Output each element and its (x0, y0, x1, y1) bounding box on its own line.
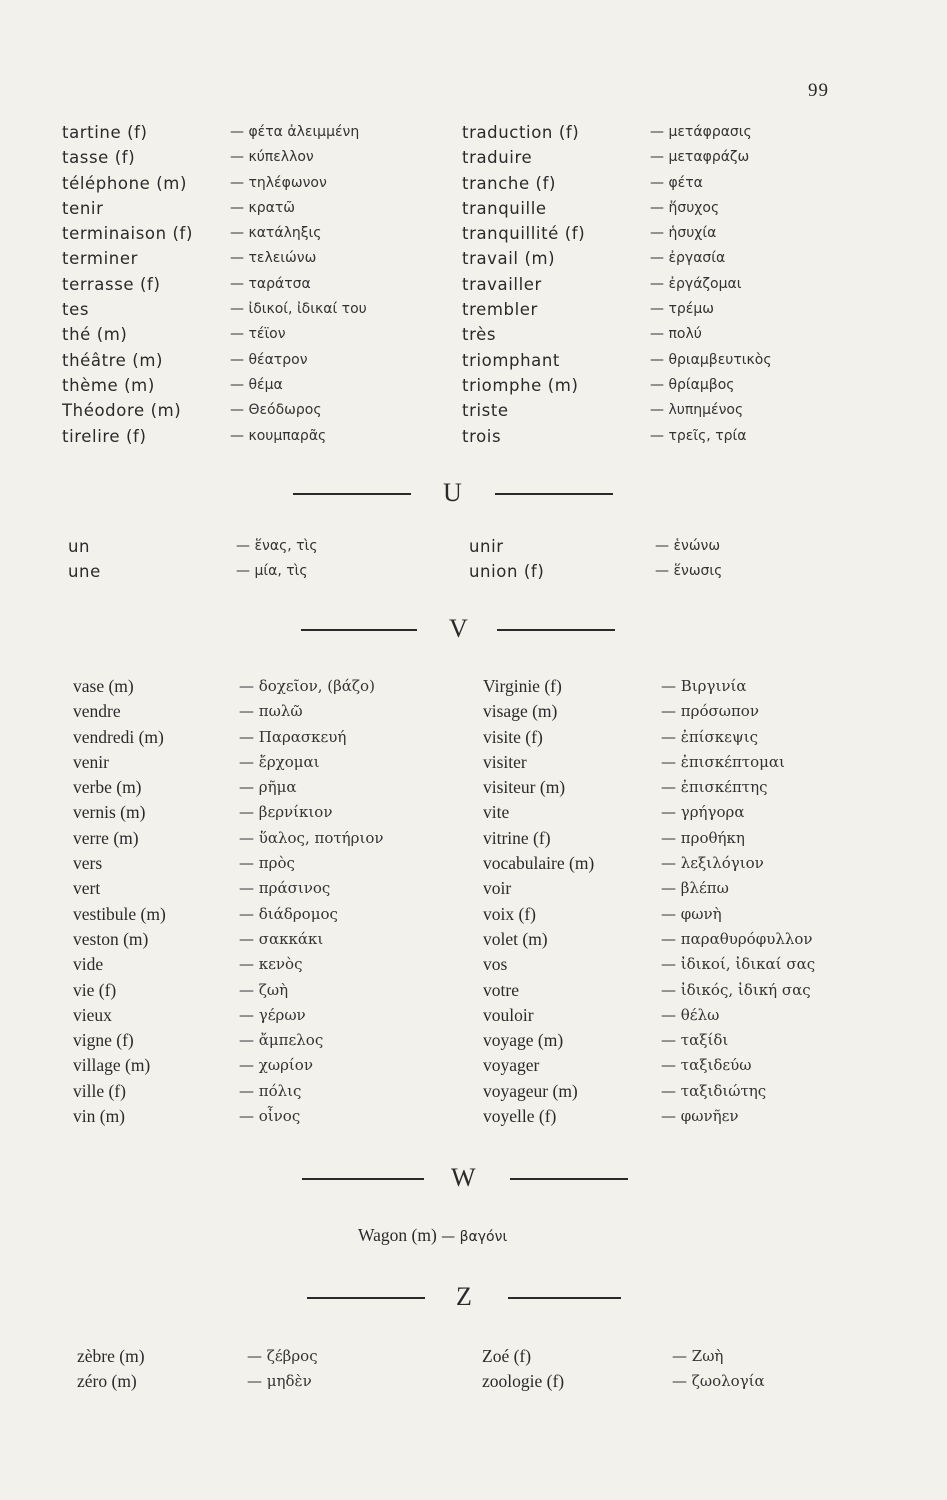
greek-translation: — τρέμω (650, 301, 714, 318)
letter-heading-z (0, 1282, 947, 1312)
heading-rule-right (497, 629, 615, 631)
greek-translation: — πράσινος (239, 879, 331, 898)
french-word: unir (469, 537, 504, 556)
greek-translation: — ἐπισκέπτομαι (661, 752, 785, 771)
greek-translation: — ταράτσα (230, 275, 311, 292)
french-word: trois (462, 426, 502, 446)
greek-translation: — θρίαμβος (650, 376, 735, 393)
french-word: voyage (m) (483, 1030, 564, 1051)
french-word: tranquille (462, 198, 547, 218)
greek-translation: — θέατρον (230, 351, 308, 368)
french-word: tenir (62, 198, 104, 218)
greek-translation: — κατάληξις (230, 225, 322, 242)
heading-rule-right (495, 493, 613, 495)
greek-translation: — ἐπίσκεψις (661, 727, 758, 746)
greek-translation: — παραθυρόφυλλον (661, 929, 813, 948)
greek-translation: — μία, τὶς (236, 563, 308, 580)
greek-translation: — ταξιδεύω (661, 1056, 752, 1075)
french-word: tes (62, 300, 90, 320)
greek-translation: — ἕνωσις (655, 563, 723, 580)
greek-translation: — θέμα (230, 376, 283, 393)
french-word: vie (f) (73, 979, 117, 1000)
greek-translation: — ταξιδιώτης (661, 1081, 767, 1100)
greek-translation: — λυπημένος (650, 402, 744, 419)
greek-translation: — πωλῶ (239, 702, 303, 721)
french-word: voix (f) (483, 903, 536, 924)
heading-rule-left (293, 493, 411, 495)
french-word: vitrine (f) (483, 827, 551, 848)
greek-translation: — ἡσυχία (650, 225, 717, 242)
greek-translation: — ἐπισκέπτης (661, 778, 768, 797)
greek-translation: — πολύ (650, 326, 702, 343)
french-word: vocabulaire (m) (483, 853, 595, 874)
french-word: veston (m) (73, 928, 149, 949)
greek-translation: — ἔρχομαι (239, 752, 320, 771)
greek-translation: — μηδὲν (247, 1372, 312, 1391)
greek-translation: — ταξίδι (661, 1031, 729, 1050)
greek-translation: — Βιργινία (661, 677, 747, 695)
greek-translation: — κρατῶ (230, 199, 295, 216)
greek-translation: — ἐργάζομαι (650, 275, 742, 292)
letter-heading-w (0, 1163, 947, 1193)
greek-translation: — φωνὴ (661, 904, 722, 923)
greek-translation: — βερνίκιον (239, 803, 333, 822)
french-word: voyageur (m) (483, 1080, 578, 1101)
greek-translation: — τρεῖς, τρία (650, 427, 747, 444)
french-word: triste (462, 401, 509, 421)
greek-translation: — ρῆμα (239, 778, 297, 797)
french-word: téléphone (m) (62, 173, 187, 193)
french-word: voyager (483, 1055, 540, 1076)
greek-translation: — τέϊον (230, 326, 286, 343)
greek-translation: — φέτα (650, 174, 703, 191)
greek-translation: — τελειώνω (230, 250, 317, 267)
french-word: tasse (f) (62, 148, 136, 168)
greek-translation: — δοχεῖον, (βάζο) (239, 677, 375, 695)
french-word: village (m) (73, 1055, 151, 1076)
greek-translation: — Ζωὴ (672, 1347, 724, 1365)
french-word: volet (m) (483, 928, 548, 949)
french-word: tartine (f) (62, 123, 148, 142)
french-word: zèbre (m) (77, 1346, 145, 1366)
greek-translation: — βλέπω (661, 879, 729, 898)
greek-translation: — θέλω (661, 1005, 720, 1024)
heading-rule-right (508, 1297, 621, 1299)
letter-heading-v (0, 614, 947, 644)
greek-translation: — Παρασκευή (239, 727, 347, 746)
french-word: Wagon (m) (358, 1225, 437, 1245)
greek-translation: — ζωὴ (239, 980, 289, 999)
greek-translation: — πρὸς (239, 854, 295, 873)
greek-translation: — πόλις (239, 1081, 302, 1100)
letter-heading-u (0, 478, 947, 508)
greek-translation: — ἥσυχος (650, 199, 720, 216)
french-word: visage (m) (483, 701, 558, 722)
french-word: vers (73, 853, 103, 874)
french-word: un (68, 537, 91, 556)
french-word: Zoé (f) (482, 1346, 532, 1366)
greek-translation: — ἰδικοί, ἰδικαί του (230, 301, 367, 318)
french-word: Théodore (m) (62, 401, 182, 421)
heading-rule-left (302, 1178, 424, 1180)
french-word: ville (f) (73, 1080, 126, 1101)
french-word: tranche (f) (462, 173, 557, 193)
greek-translation: — πρόσωπον (661, 702, 759, 721)
french-word: zéro (m) (77, 1371, 137, 1392)
greek-translation: — σακκάκι (239, 929, 324, 948)
french-word: terrasse (f) (62, 274, 161, 294)
french-word: triomphe (m) (462, 375, 579, 395)
french-word: verbe (m) (73, 777, 142, 798)
french-word: visiter (483, 751, 527, 772)
greek-translation: — μεταφράζω (650, 149, 750, 166)
greek-translation: — γρήγορα (661, 803, 745, 822)
french-word: tirelire (f) (62, 426, 147, 446)
french-word: vendre (73, 701, 121, 722)
greek-translation: — ζέβρος (247, 1347, 318, 1365)
greek-translation: — Θεόδωρος (230, 402, 322, 419)
greek-translation: — ὕαλος, ποτήριον (239, 828, 384, 847)
greek-translation: — φωνῆεν (661, 1107, 739, 1126)
heading-rule-left (301, 629, 417, 631)
heading-letter: U (443, 478, 462, 507)
greek-translation: — ἐργασία (650, 250, 726, 267)
greek-translation: — τηλέφωνον (230, 174, 327, 191)
french-word: travailler (462, 274, 542, 294)
greek-translation: — προθήκη (661, 828, 745, 847)
greek-translation: — γέρων (239, 1005, 306, 1024)
french-word: vert (73, 878, 101, 899)
greek-translation: — ἑνώνω (655, 538, 721, 554)
french-word: vigne (f) (73, 1030, 134, 1051)
heading-letter: Z (456, 1282, 472, 1311)
greek-translation: — οἶνος (239, 1107, 301, 1126)
french-word: triomphant (462, 350, 560, 370)
greek-translation: — κύπελλον (230, 149, 314, 166)
greek-translation: — ἰδικοί, ἰδικαί σας (661, 955, 816, 974)
french-word: zoologie (f) (482, 1371, 565, 1392)
greek-translation: — ἕνας, τὶς (236, 538, 318, 554)
french-word: vase (m) (73, 676, 134, 696)
french-word: vos (483, 954, 508, 975)
section-w-entry (358, 1225, 507, 1246)
french-word: thé (m) (62, 325, 128, 345)
french-word: visiteur (m) (483, 777, 566, 798)
greek-translation: — μετάφρασις (650, 124, 752, 140)
french-word: voir (483, 878, 512, 899)
french-word: voyelle (f) (483, 1106, 557, 1127)
greek-translation: — φέτα ἀλειμμένη (230, 124, 360, 140)
french-word: une (68, 562, 101, 582)
french-word: vernis (m) (73, 802, 146, 823)
french-word: trembler (462, 300, 538, 320)
greek-translation: — χωρίον (239, 1056, 313, 1075)
french-word: terminer (62, 249, 138, 269)
greek-translation: — διάδρομος (239, 904, 338, 923)
french-word: votre (483, 979, 519, 1000)
greek-translation: — θριαμβευτικὸς (650, 351, 772, 368)
french-word: visite (f) (483, 726, 543, 747)
french-word: vieux (73, 1004, 112, 1025)
french-word: vide (73, 954, 104, 975)
page-number: 99 (808, 80, 829, 101)
heading-letter: V (449, 614, 468, 643)
greek-translation: — βαγόνι (441, 1229, 508, 1245)
french-word: union (f) (469, 562, 545, 582)
greek-translation: — ζωολογία (672, 1372, 765, 1391)
french-word: traduire (462, 148, 533, 168)
french-word: vite (483, 802, 510, 823)
french-word: vouloir (483, 1004, 534, 1025)
french-word: théâtre (m) (62, 350, 164, 370)
french-word: très (462, 325, 497, 345)
french-word: traduction (f) (462, 123, 580, 142)
heading-rule-left (307, 1297, 425, 1299)
heading-letter: W (451, 1163, 476, 1192)
french-word: travail (m) (462, 249, 556, 269)
greek-translation: — κουμπαρᾶς (230, 427, 327, 444)
french-word: vestibule (m) (73, 903, 166, 924)
french-word: vin (m) (73, 1106, 126, 1127)
greek-translation: — ἰδικός, ἰδική σας (661, 980, 811, 999)
heading-rule-right (510, 1178, 628, 1180)
french-word: terminaison (f) (62, 224, 194, 244)
french-word: venir (73, 751, 109, 772)
greek-translation: — ἄμπελος (239, 1031, 324, 1050)
french-word: thème (m) (62, 375, 155, 395)
french-word: vendredi (m) (73, 726, 164, 747)
french-word: Virginie (f) (483, 676, 562, 696)
greek-translation: — λεξιλόγιον (661, 854, 764, 873)
french-word: tranquillité (f) (462, 224, 586, 244)
greek-translation: — κενὸς (239, 955, 303, 974)
french-word: verre (m) (73, 827, 139, 848)
